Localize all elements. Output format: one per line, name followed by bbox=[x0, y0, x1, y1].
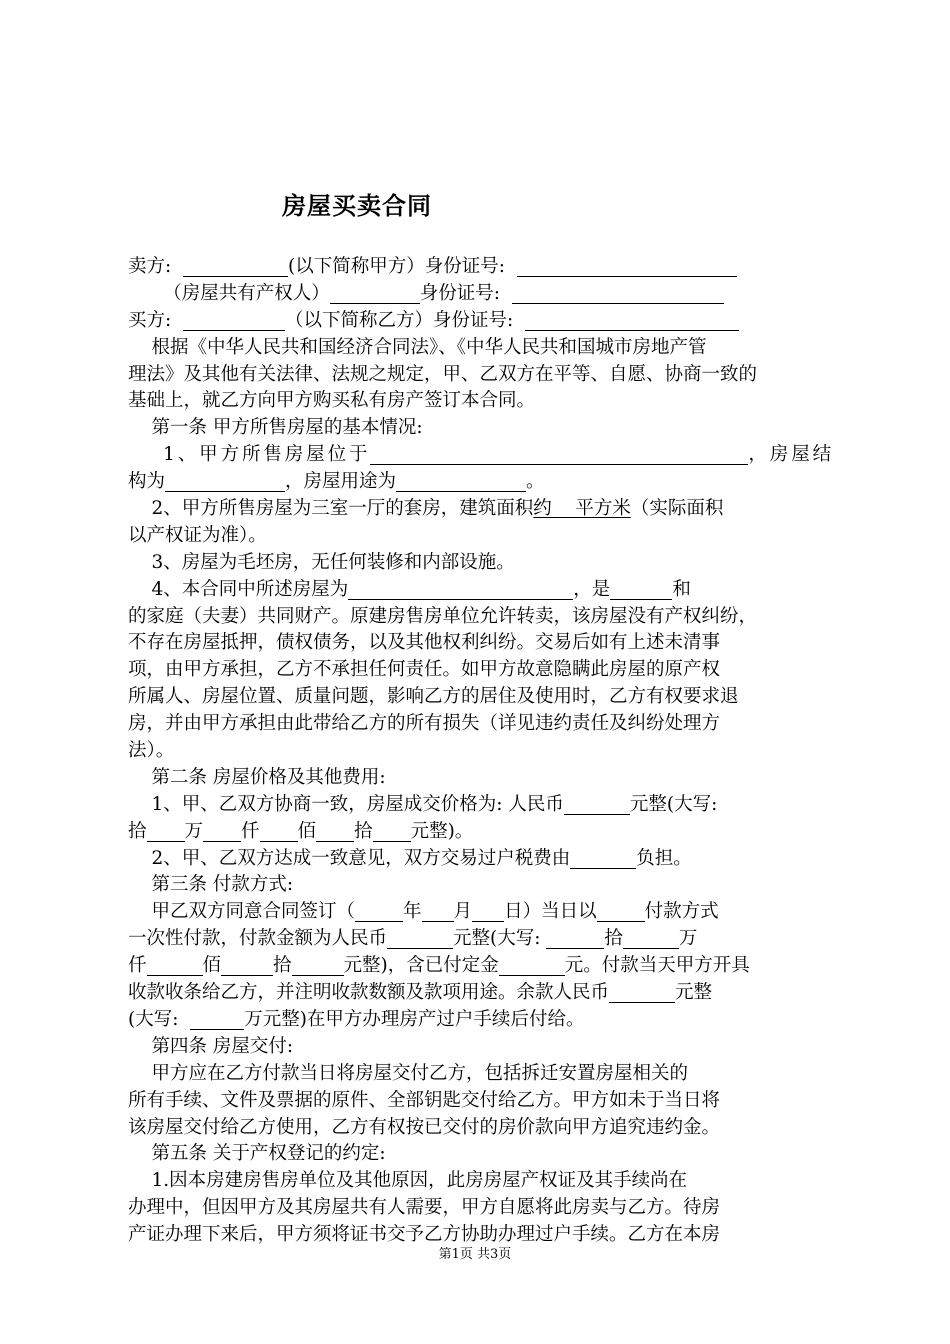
contract-line bbox=[128, 846, 834, 873]
contract-line bbox=[128, 469, 834, 496]
text-segment: 基础上，就乙方向甲方购买私有房产签订本合同。 bbox=[128, 390, 536, 412]
contract-line bbox=[128, 335, 834, 362]
contract-line bbox=[128, 415, 834, 442]
text-segment: 拾 bbox=[273, 955, 292, 977]
text-segment: 甲乙双方同意合同签订（ bbox=[128, 901, 356, 923]
text-segment: 理法》及其他有关法律、法规之规定，甲、乙双方在平等、自愿、协商一致的 bbox=[128, 363, 758, 385]
fill-in-blank[interactable] bbox=[387, 926, 453, 949]
fill-in-blank[interactable] bbox=[610, 577, 672, 600]
contract-line bbox=[128, 899, 834, 926]
text-segment: 拾 bbox=[354, 820, 373, 842]
text-segment: ，是 bbox=[573, 578, 611, 600]
text-segment: 元整 bbox=[675, 982, 713, 1004]
text-segment: 的家庭（夫妻）共同财产。原建房售房单位允许转卖，该房屋没有产权纠纷， bbox=[128, 605, 758, 627]
fill-in-blank[interactable] bbox=[316, 819, 354, 842]
text-segment: 仟 bbox=[128, 955, 147, 977]
text-segment: 项，由甲方承担，乙方不承担任何责任。如甲方故意隐瞒此房屋的原产权 bbox=[128, 659, 721, 681]
text-segment: 佰 bbox=[297, 820, 317, 842]
text-segment: 元整)。 bbox=[410, 820, 474, 842]
text-segment: 年 bbox=[403, 901, 422, 923]
contract-line bbox=[128, 1088, 834, 1115]
text-segment: 元整(大写: bbox=[453, 928, 547, 950]
text-segment: (大写: bbox=[128, 1008, 191, 1030]
fill-in-blank[interactable] bbox=[221, 953, 273, 976]
fill-in-blank[interactable] bbox=[147, 953, 203, 976]
contract-line bbox=[128, 630, 834, 657]
contract-line bbox=[128, 1034, 834, 1061]
text-segment: 身份证号: bbox=[419, 282, 512, 304]
text-segment: 买方: bbox=[128, 309, 183, 331]
fill-in-blank[interactable] bbox=[472, 899, 504, 922]
contract-line bbox=[128, 550, 834, 577]
contract-line bbox=[128, 604, 834, 631]
text-segment: 第二条 房屋价格及其他费用: bbox=[128, 766, 386, 788]
text-segment: 拾 bbox=[128, 820, 147, 842]
text-segment: 不存在房屋抵押，债权债务，以及其他权利纠纷。交易后如有上述未清事 bbox=[128, 632, 721, 654]
fill-in-blank[interactable] bbox=[525, 308, 739, 331]
contract-body bbox=[128, 254, 834, 1249]
text-segment: 2、甲、乙双方达成一致意见，双方交易过户税费由 bbox=[128, 847, 571, 869]
fill-in-blank[interactable] bbox=[546, 926, 604, 949]
text-segment: 第一条 甲方所售房屋的基本情况: bbox=[128, 417, 423, 439]
contract-line bbox=[128, 496, 834, 523]
text-segment: 2、甲方所售房屋为三室一厅的套房，建筑面积 bbox=[128, 498, 534, 520]
text-segment: 佰 bbox=[202, 955, 222, 977]
contract-line bbox=[128, 362, 834, 389]
text-segment: 第五条 关于产权登记的约定: bbox=[128, 1143, 386, 1165]
fill-in-blank[interactable] bbox=[190, 1007, 244, 1030]
contract-line bbox=[128, 388, 834, 415]
fill-in-blank[interactable] bbox=[570, 846, 636, 869]
contract-line bbox=[128, 738, 834, 765]
text-segment: 收款收条给乙方，并注明收款数额及款项用途。余款人民币 bbox=[128, 982, 610, 1004]
fill-in-blank[interactable] bbox=[183, 254, 288, 277]
text-segment: 负担。 bbox=[636, 847, 692, 869]
contract-line bbox=[128, 684, 834, 711]
text-segment: 1.因本房建房售房单位及其他原因，此房房屋产权证及其手续尚在 bbox=[128, 1170, 688, 1192]
text-segment: (以下简称甲方）身份证号: bbox=[288, 256, 517, 277]
text-segment: 以产权证为准）。 bbox=[128, 524, 267, 546]
contract-line bbox=[128, 980, 834, 1007]
text-segment: 付款方式 bbox=[644, 901, 719, 923]
contract-line bbox=[128, 819, 834, 846]
text-segment: 仟 bbox=[241, 820, 260, 842]
text-segment: 4、本合同中所述房屋为 bbox=[128, 578, 349, 600]
text-segment: （实际面积 bbox=[630, 498, 724, 520]
fill-in-blank[interactable] bbox=[396, 469, 526, 492]
contract-line bbox=[128, 711, 834, 738]
fill-in-blank[interactable] bbox=[165, 469, 285, 492]
text-segment: 万 bbox=[678, 928, 698, 950]
page-footer: 第1页 共3页 bbox=[438, 1247, 512, 1262]
contract-line bbox=[128, 308, 834, 335]
contract-line bbox=[128, 1007, 834, 1034]
contract-line bbox=[128, 1141, 834, 1168]
contract-line bbox=[128, 577, 834, 604]
contract-line bbox=[128, 254, 834, 281]
text-segment: 所属人、房屋位置、质量问题，影响乙方的居住及使用时，乙方有权要求退 bbox=[128, 686, 739, 708]
text-segment: 日）当日以 bbox=[504, 901, 597, 923]
text-segment: 月 bbox=[453, 901, 473, 923]
text-segment: 法）。 bbox=[128, 740, 175, 762]
text-segment: 1、甲方所售房屋位于 bbox=[128, 444, 371, 466]
text-segment: 和 bbox=[672, 578, 691, 600]
text-segment: ，房屋结 bbox=[748, 444, 834, 466]
text-segment: 。 bbox=[526, 471, 545, 493]
contract-line bbox=[128, 1195, 834, 1222]
text-segment: 一次性付款，付款金额为人民币 bbox=[128, 928, 388, 950]
text-segment: 第三条 付款方式: bbox=[128, 874, 294, 896]
text-segment: 根据《中华人民共和国经济合同法》、《中华人民共和国城市房地产管 bbox=[128, 336, 707, 358]
fill-in-blank[interactable] bbox=[292, 953, 344, 976]
text-segment: 房，并由甲方承担由此带给乙方的所有损失（详见违约责任及纠纷处理方 bbox=[128, 713, 721, 735]
text-segment: 元。付款当天甲方开具 bbox=[564, 955, 750, 977]
text-segment: （以下简称乙方）身份证号: bbox=[285, 309, 525, 331]
document-title: 房屋买卖合同 bbox=[282, 192, 432, 220]
fill-in-blank[interactable] bbox=[373, 819, 411, 842]
fill-in-blank[interactable] bbox=[564, 792, 630, 815]
fill-in-blank[interactable] bbox=[330, 281, 420, 304]
text-segment: 甲方应在乙方付款当日将房屋交付乙方，包括拆迁安置房屋相关的 bbox=[128, 1062, 689, 1084]
text-segment: 产证办理下来后，甲方须将证书交予乙方协助办理过户手续。乙方在本房 bbox=[128, 1224, 721, 1246]
text-segment: 拾 bbox=[604, 928, 623, 950]
contract-line bbox=[128, 1168, 834, 1195]
contract-line bbox=[128, 872, 834, 899]
text-segment: 3、房屋为毛坯房，无任何装修和内部设施。 bbox=[128, 551, 515, 573]
text-segment: （房屋共有产权人） bbox=[128, 282, 330, 304]
fill-in-blank[interactable] bbox=[203, 819, 241, 842]
text-segment: 办理中，但因甲方及其房屋共有人需要，甲方自愿将此房卖与乙方。待房 bbox=[128, 1197, 721, 1219]
fill-in-blank[interactable] bbox=[422, 899, 454, 922]
text-segment: 第四条 房屋交付: bbox=[128, 1035, 294, 1057]
fill-in-blank[interactable] bbox=[517, 254, 737, 277]
contract-line bbox=[128, 1061, 834, 1088]
fill-in-blank[interactable] bbox=[370, 442, 748, 465]
text-segment: 所有手续、文件及票据的原件、全部钥匙交付给乙方。甲方如未于当日将 bbox=[128, 1089, 721, 1111]
text-segment: 万元整)在甲方办理房产过户手续后付给。 bbox=[244, 1008, 585, 1030]
fill-in-blank[interactable] bbox=[355, 899, 403, 922]
text-segment: 该房屋交付给乙方使用，乙方有权按已交付的房价款向甲方追究违约金。 bbox=[128, 1116, 721, 1138]
contract-line bbox=[128, 281, 834, 308]
fill-in-blank[interactable] bbox=[147, 819, 185, 842]
fill-in-blank[interactable] bbox=[623, 926, 679, 949]
text-segment: 卖方: bbox=[128, 256, 183, 277]
text-segment: 元整)，含已付定金 bbox=[343, 955, 499, 977]
text-segment: 构为 bbox=[128, 471, 166, 493]
fill-in-blank[interactable] bbox=[183, 308, 285, 331]
contract-line bbox=[128, 765, 834, 792]
contract-line bbox=[128, 792, 834, 819]
fill-in-blank[interactable] bbox=[499, 953, 565, 976]
text-segment: 元整(大写: bbox=[629, 793, 718, 815]
contract-line bbox=[128, 657, 834, 684]
text-segment: 万 bbox=[184, 820, 204, 842]
fill-in-blank[interactable] bbox=[597, 899, 645, 922]
fill-in-blank[interactable] bbox=[348, 577, 573, 600]
text-segment: 1、甲、乙双方协商一致，房屋成交价格为: 人民币 bbox=[128, 793, 564, 815]
contract-line bbox=[128, 1115, 834, 1142]
contract-line bbox=[128, 953, 834, 980]
underlined-text: 约 平方米 bbox=[533, 498, 631, 520]
text-segment: ，房屋用途为 bbox=[285, 471, 397, 493]
fill-in-blank[interactable] bbox=[609, 980, 675, 1003]
contract-line bbox=[128, 523, 834, 550]
fill-in-blank[interactable] bbox=[260, 819, 298, 842]
contract-line bbox=[128, 926, 834, 953]
fill-in-blank[interactable] bbox=[512, 281, 724, 304]
contract-line bbox=[128, 442, 834, 469]
